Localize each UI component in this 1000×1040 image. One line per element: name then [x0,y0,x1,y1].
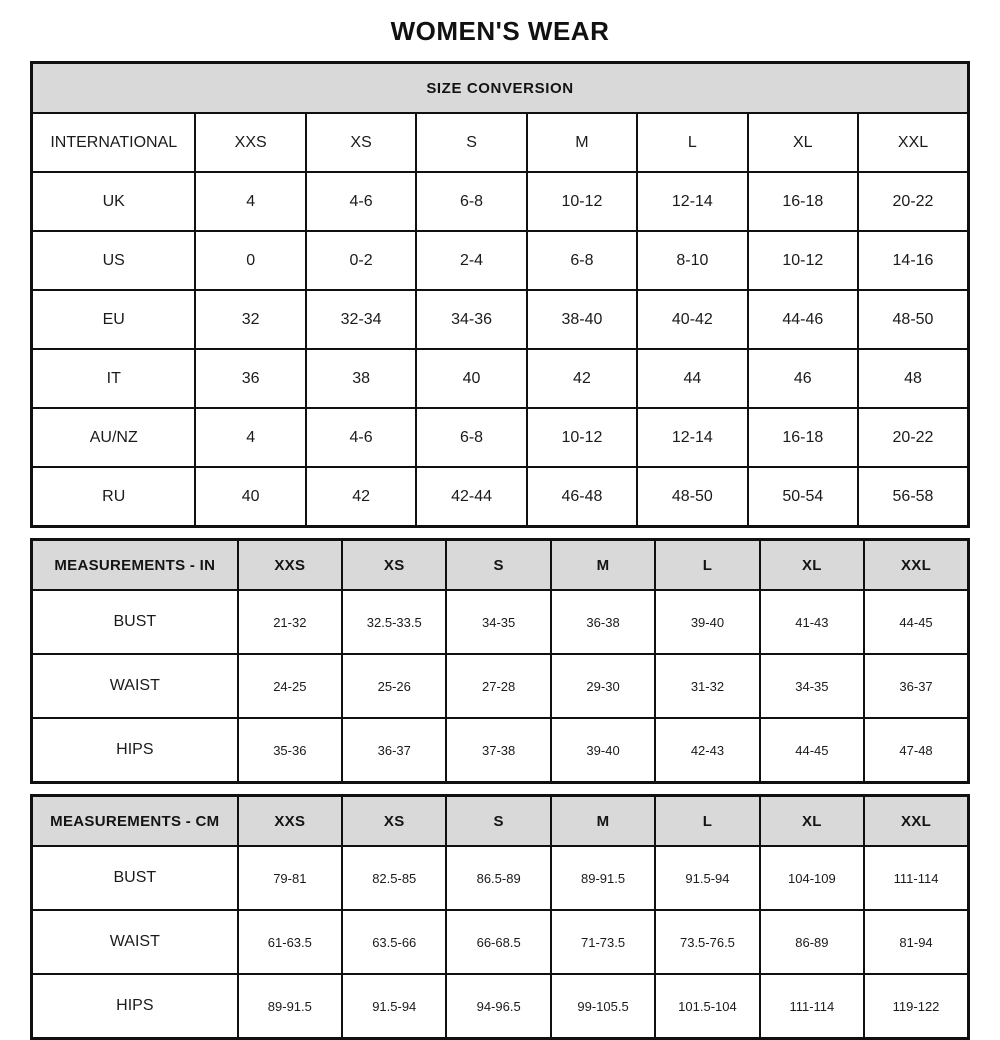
col-header-xl: XL [760,796,864,847]
size-cell: 40 [195,467,305,527]
size-conversion-banner: SIZE CONVERSION [32,63,969,114]
col-header-xl: XL [748,113,858,172]
size-cell: 10-12 [527,408,637,467]
row-label-waist: WAIST [32,654,238,718]
size-cell: 44-46 [748,290,858,349]
measurement-cell: 104-109 [760,846,864,910]
size-cell: 2-4 [416,231,526,290]
measurement-cell: 99-105.5 [551,974,655,1039]
size-cell: 42 [306,467,416,527]
measurement-cell: 101.5-104 [655,974,759,1039]
col-header-l: L [637,113,747,172]
table-row-bust-cm [32,846,969,910]
row-label-eu: EU [32,290,196,349]
measurement-cell: 111-114 [760,974,864,1039]
table-row-it [32,349,969,408]
measurement-cell: 36-37 [342,718,446,783]
size-cell: 50-54 [748,467,858,527]
measurements-in-header-row [32,540,969,591]
size-cell: 56-58 [858,467,969,527]
measurement-cell: 61-63.5 [238,910,342,974]
size-cell: 46 [748,349,858,408]
table-row-waist-cm [32,910,969,974]
size-cell: 32 [195,290,305,349]
measurement-cell: 39-40 [551,718,655,783]
size-cell: 34-36 [416,290,526,349]
measurement-cell: 25-26 [342,654,446,718]
table-row-ru [32,467,969,527]
col-header-s: S [416,113,526,172]
col-header-m: M [527,113,637,172]
size-cell: 8-10 [637,231,747,290]
col-header-xs: XS [342,540,446,591]
col-header-xxs: XXS [238,540,342,591]
row-label-hips: HIPS [32,718,238,783]
measurement-cell: 34-35 [760,654,864,718]
measurement-cell: 86.5-89 [446,846,550,910]
measurement-cell: 35-36 [238,718,342,783]
size-cell: 48-50 [637,467,747,527]
row-label-hips: HIPS [32,974,238,1039]
size-conversion-table [30,61,970,528]
measurements-in-table [30,538,970,784]
measurement-cell: 27-28 [446,654,550,718]
measurement-cell: 86-89 [760,910,864,974]
measurement-cell: 91.5-94 [655,846,759,910]
measurement-cell: 47-48 [864,718,968,783]
size-cell: 4-6 [306,408,416,467]
table-row-aunz [32,408,969,467]
measurement-cell: 44-45 [760,718,864,783]
measurement-cell: 81-94 [864,910,968,974]
row-label-bust: BUST [32,846,238,910]
size-chart-page [30,0,970,1040]
measurement-cell: 111-114 [864,846,968,910]
size-cell: 6-8 [527,231,637,290]
col-header-international: INTERNATIONAL [32,113,196,172]
measurement-cell: 91.5-94 [342,974,446,1039]
measurements-cm-table [30,794,970,1040]
table-row-waist-in [32,654,969,718]
measurement-cell: 31-32 [655,654,759,718]
table-row-uk [32,172,969,231]
measurement-cell: 119-122 [864,974,968,1039]
measurement-cell: 89-91.5 [551,846,655,910]
page-title: WOMEN'S WEAR [390,16,610,46]
measurement-cell: 34-35 [446,590,550,654]
measurement-cell: 94-96.5 [446,974,550,1039]
table-row-eu [32,290,969,349]
row-label-us: US [32,231,196,290]
row-label-uk: UK [32,172,196,231]
size-cell: 40-42 [637,290,747,349]
size-cell: 10-12 [748,231,858,290]
size-cell: 6-8 [416,408,526,467]
measurement-cell: 21-32 [238,590,342,654]
measurement-cell: 73.5-76.5 [655,910,759,974]
measurements-in-header: MEASUREMENTS - IN [32,540,238,591]
table-row-hips-in [32,718,969,783]
measurement-cell: 24-25 [238,654,342,718]
measurement-cell: 36-37 [864,654,968,718]
col-header-xl: XL [760,540,864,591]
measurement-cell: 37-38 [446,718,550,783]
measurement-cell: 89-91.5 [238,974,342,1039]
col-header-m: M [551,540,655,591]
measurement-cell: 66-68.5 [446,910,550,974]
row-label-aunz: AU/NZ [32,408,196,467]
size-cell: 20-22 [858,172,969,231]
size-cell: 4-6 [306,172,416,231]
size-cell: 14-16 [858,231,969,290]
table-row-bust-in [32,590,969,654]
measurement-cell: 29-30 [551,654,655,718]
measurement-cell: 36-38 [551,590,655,654]
measurement-cell: 42-43 [655,718,759,783]
row-label-waist: WAIST [32,910,238,974]
measurement-cell: 41-43 [760,590,864,654]
size-cell: 12-14 [637,408,747,467]
size-cell: 36 [195,349,305,408]
size-cell: 38-40 [527,290,637,349]
col-header-xxs: XXS [238,796,342,847]
column-header-row [32,113,969,172]
size-cell: 46-48 [527,467,637,527]
size-cell: 4 [195,408,305,467]
measurement-cell: 71-73.5 [551,910,655,974]
size-cell: 42-44 [416,467,526,527]
size-cell: 6-8 [416,172,526,231]
measurement-cell: 44-45 [864,590,968,654]
col-header-s: S [446,540,550,591]
row-label-bust: BUST [32,590,238,654]
size-cell: 44 [637,349,747,408]
row-label-it: IT [32,349,196,408]
size-cell: 4 [195,172,305,231]
row-label-ru: RU [32,467,196,527]
size-cell: 16-18 [748,172,858,231]
size-cell: 32-34 [306,290,416,349]
col-header-xxl: XXL [864,540,968,591]
size-cell: 0 [195,231,305,290]
measurement-cell: 79-81 [238,846,342,910]
measurement-cell: 32.5-33.5 [342,590,446,654]
measurement-cell: 63.5-66 [342,910,446,974]
size-cell: 20-22 [858,408,969,467]
col-header-l: L [655,796,759,847]
col-header-m: M [551,796,655,847]
measurements-cm-header-row [32,796,969,847]
size-cell: 0-2 [306,231,416,290]
col-header-xs: XS [342,796,446,847]
col-header-xxl: XXL [864,796,968,847]
col-header-xs: XS [306,113,416,172]
col-header-s: S [446,796,550,847]
size-cell: 16-18 [748,408,858,467]
measurements-cm-header: MEASUREMENTS - CM [32,796,238,847]
size-cell: 12-14 [637,172,747,231]
col-header-xxl: XXL [858,113,969,172]
size-cell: 48 [858,349,969,408]
size-cell: 42 [527,349,637,408]
size-conversion-banner-row [32,63,969,114]
size-cell: 48-50 [858,290,969,349]
table-row-us [32,231,969,290]
size-cell: 40 [416,349,526,408]
size-cell: 38 [306,349,416,408]
col-header-l: L [655,540,759,591]
size-cell: 10-12 [527,172,637,231]
col-header-xxs: XXS [195,113,305,172]
measurement-cell: 82.5-85 [342,846,446,910]
table-row-hips-cm [32,974,969,1039]
measurement-cell: 39-40 [655,590,759,654]
